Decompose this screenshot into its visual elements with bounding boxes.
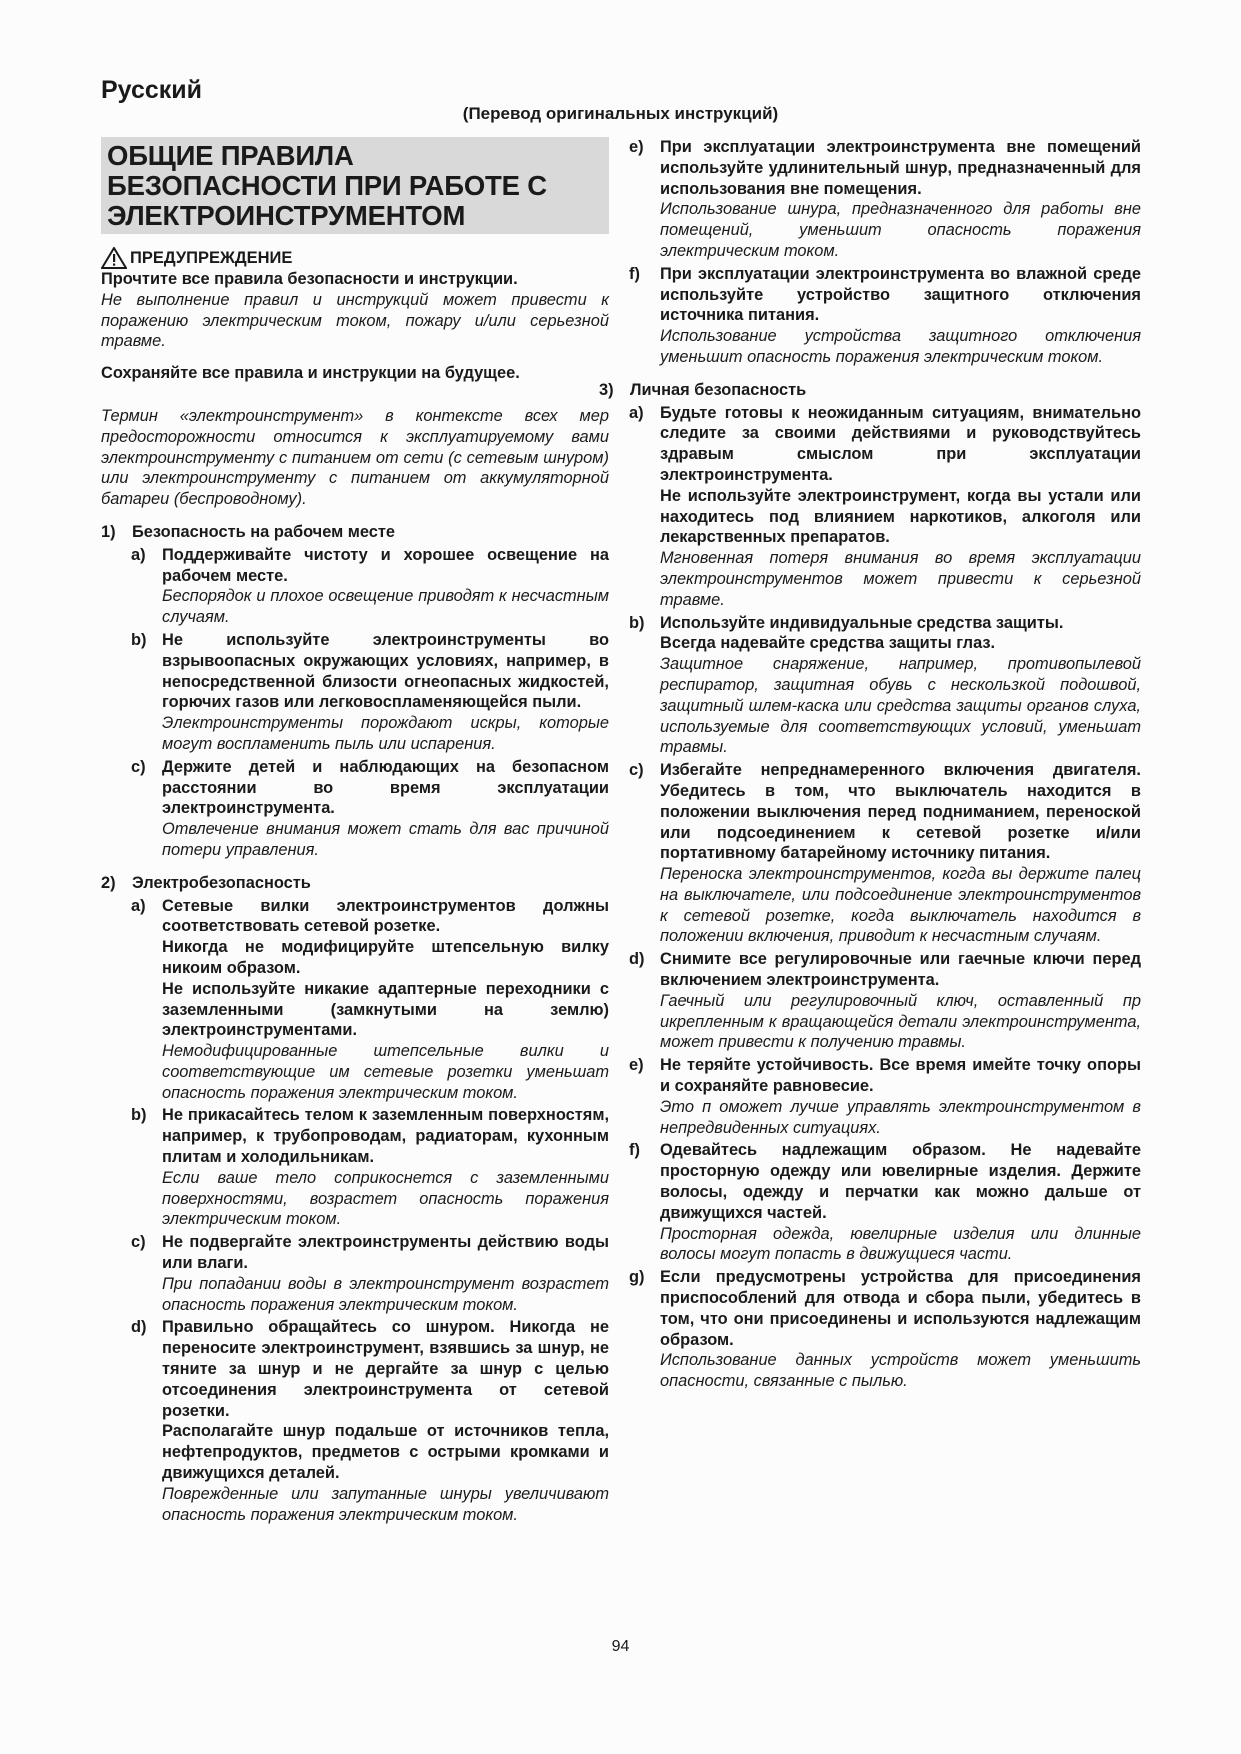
rule-bold: Будьте готовы к неожиданным ситуациям, внимательно следите за своими действиями и руководствуйтесь здравым смыслом при эксплуатации электроинструмента. bbox=[660, 403, 1141, 484]
rule-item bbox=[629, 613, 1141, 759]
warning-italic: Не выполнение правил и инструкций может привести к поражению электрическим током, пожару и/или серьезной травме. bbox=[101, 290, 609, 351]
rule-letter: a) bbox=[629, 403, 644, 422]
rule-item bbox=[131, 630, 609, 755]
rule-italic: Использование шнура, предназначенного для работы вне помещений, уменьшит опасность поражения электрическим током. bbox=[660, 200, 1141, 260]
section-3-header bbox=[599, 380, 1141, 401]
rule-italic: Беспорядок и плохое освещение приводят к несчастным случаям. bbox=[162, 587, 609, 627]
rule-bold: Не используйте электроинструмент, когда вы устали или находитесь под влиянием наркотиков, алкоголя или лекарственных препаратов. bbox=[660, 486, 1141, 547]
rule-letter: c) bbox=[131, 1233, 146, 1252]
rule-letter: f) bbox=[629, 264, 640, 283]
section-title: Безопасность на рабочем месте bbox=[132, 522, 396, 541]
rule-letter: b) bbox=[131, 630, 147, 649]
rule-bold: Не подвергайте электроинструменты действию воды или влаги. bbox=[162, 1233, 609, 1273]
left-column bbox=[101, 137, 609, 1525]
rule-bold: При эксплуатации электроинструмента во влажной среде используйте устройство защитного отключения источника питания. bbox=[660, 264, 1141, 325]
rule-italic: Переноска электроинструментов, когда вы держите палец на выключателе, или подсоединение электроинструментов к сетевой розетке, когда выключатель находится в положении включения, приводит к несчастным случаям. bbox=[660, 865, 1141, 946]
heading-line: БЕЗОПАСНОСТИ ПРИ РАБОТЕ С bbox=[107, 170, 547, 201]
rule-item bbox=[629, 137, 1141, 262]
section-number: 3) bbox=[599, 380, 614, 399]
rule-bold: Никогда не модифицируйте штепсельную вилку никоим образом. bbox=[162, 938, 609, 977]
rule-letter: b) bbox=[629, 613, 645, 632]
rule-item bbox=[629, 1055, 1141, 1138]
rule-italic: При попадании воды в электроинструмент возрастет опасность поражения электрическим током. bbox=[162, 1274, 609, 1314]
rule-letter: e) bbox=[629, 138, 644, 156]
rule-letter: g) bbox=[629, 1268, 645, 1287]
rule-bold: Снимите все регулировочные или гаечные ключи перед включением электроинструмента. bbox=[660, 950, 1141, 990]
rule-letter: a) bbox=[131, 545, 146, 564]
rule-item bbox=[629, 949, 1141, 1053]
rule-bold: Всегда надевайте средства защиты глаз. bbox=[660, 634, 996, 653]
warning-bold: Прочтите все правила безопасности и инструкции. bbox=[101, 270, 518, 288]
section-number: 1) bbox=[101, 522, 116, 541]
rule-item bbox=[131, 545, 609, 628]
term-note: Термин «электроинструмент» в контексте всех мер предосторожности относится к эксплуатируемому вами электроинструменту с питанием от сети (с сетевым шнуром) или электроинструменту с питанием от аккумуляторной батареи (беспроводному). bbox=[101, 406, 609, 509]
rule-letter: e) bbox=[629, 1056, 644, 1075]
rule-bold: Используйте индивидуальные средства защиты. bbox=[660, 613, 1064, 632]
rule-bold: Избегайте непреднамеренного включения двигателя. Убедитесь в том, что выключатель находится в положении выключения перед подниманием, переноской или подсоединением к сетевой розетке и/или портативному батарейному источнику питания. bbox=[660, 761, 1141, 863]
language-label: Русский bbox=[101, 76, 203, 104]
rule-bold: Не прикасайтесь телом к заземленным поверхностям, например, к трубопроводам, радиаторам, кухонным плитам и холодильникам. bbox=[162, 1106, 609, 1167]
rule-italic: Немодифицированные штепсельные вилки и соответствующие им сетевые розетки уменьшат опасность поражения электрическим током. bbox=[162, 1042, 609, 1102]
warning-triangle-icon bbox=[101, 247, 127, 269]
rule-italic: Защитное снаряжение, например, противопылевой респиратор, защитная обувь с нескользкой подошвой, защитный шлем-каска или средства защиты органов слуха, используемые для соответствующих условий, уменьшат травмы. bbox=[660, 655, 1141, 757]
rule-item bbox=[629, 264, 1141, 368]
rule-bold: Не используйте никакие адаптерные переходники с заземленными (замкнутыми на землю) электроинструментами. bbox=[162, 979, 609, 1040]
rule-italic: Использование устройства защитного отключения уменьшит опасность поражения электрическим током. bbox=[660, 327, 1141, 366]
rule-bold: При эксплуатации электроинструмента вне помещений используйте удлинительный шнур, предназначенный для использования вне помещения. bbox=[660, 138, 1141, 198]
rule-item bbox=[131, 1232, 609, 1315]
rule-letter: d) bbox=[629, 950, 645, 969]
warning-title bbox=[101, 247, 609, 269]
rule-item bbox=[629, 1140, 1141, 1265]
rule-bold: Поддерживайте чистоту и хорошее освещение на рабочем месте. bbox=[162, 545, 609, 585]
rule-bold: Одевайтесь надлежащим образом. Не надевайте просторную одежду или ювелирные изделия. Держите волосы, одежду и перчатки как можно дальше от движущихся частей. bbox=[660, 1141, 1141, 1222]
section-heading bbox=[101, 137, 609, 234]
rule-italic: Если ваше тело соприкоснется с заземленными поверхностями, возрастет опасность поражения электрическим током. bbox=[162, 1168, 609, 1229]
rule-letter: a) bbox=[131, 896, 146, 915]
save-note: Сохраняйте все правила и инструкции на будущее. bbox=[101, 364, 520, 383]
section-2-header bbox=[101, 873, 609, 894]
warning-label: ПРЕДУПРЕЖДЕНИЕ bbox=[130, 249, 293, 268]
rule-bold: Не используйте электроинструменты во взрывоопасных окружающих условиях, например, в непосредственной близости огнеопасных жидкостей, горючих газов или легковоспламеняющейся пыли. bbox=[162, 630, 609, 712]
heading-line: ОБЩИЕ ПРАВИЛА bbox=[107, 140, 354, 171]
rule-item bbox=[629, 403, 1141, 611]
rule-item bbox=[131, 896, 609, 1104]
section-title: Электробезопасность bbox=[132, 873, 311, 892]
rule-italic: Это п оможет лучше управлять электроинструментом в непредвиденных ситуациях. bbox=[660, 1097, 1141, 1137]
rule-letter: f) bbox=[629, 1141, 640, 1160]
section-1-header bbox=[101, 522, 609, 543]
rule-italic: Гаечный или регулировочный ключ, оставленный пр икрепленным к вращающейся детали электроинструмента, может привести к получению травмы. bbox=[660, 991, 1141, 1052]
rule-italic: Просторная одежда, ювелирные изделия или длинные волосы могут попасть в движущиеся части. bbox=[660, 1224, 1141, 1264]
section-title: Личная безопасность bbox=[630, 380, 807, 399]
rule-item bbox=[131, 1105, 609, 1230]
rule-bold: Располагайте шнур подальше от источников тепла, нефтепродуктов, предметов с острыми кромками и движущихся деталей. bbox=[162, 1422, 609, 1483]
rule-item bbox=[131, 757, 609, 861]
rule-bold: Правильно обращайтесь со шнуром. Никогда не переносите электроинструмент, взявшись за шнур, не тяните за шнур и не дергайте за шнур с целью отсоединения электроинструмента от сетевой розетки. bbox=[162, 1318, 609, 1420]
rule-letter: b) bbox=[131, 1106, 147, 1125]
right-column bbox=[599, 137, 1141, 1392]
heading-line: ЭЛЕКТРОИНСТРУМЕНТОМ bbox=[107, 200, 466, 231]
rule-item bbox=[629, 760, 1141, 947]
rule-item bbox=[131, 1317, 609, 1525]
rule-italic: Электроинструменты порождают искры, которые могут воспламенить пыль или испарения. bbox=[162, 714, 609, 753]
rule-italic: Отвлечение внимания может стать для вас причиной потери управления. bbox=[162, 820, 609, 859]
translation-subtitle: (Перевод оригинальных инструкций) bbox=[462, 104, 779, 123]
section-number: 2) bbox=[101, 873, 116, 892]
rule-bold: Не теряйте устойчивость. Все время имейте точку опоры и сохраняйте равновесие. bbox=[660, 1056, 1141, 1096]
page-number: 94 bbox=[611, 1638, 630, 1655]
rule-bold: Если предусмотрены устройства для присоединения приспособлений для отвода и сбора пыли, убедитесь в том, что они присоединены и используются надлежащим образом. bbox=[660, 1268, 1141, 1349]
rule-italic: Использование данных устройств может уменьшить опасности, связанные с пылью. bbox=[660, 1351, 1141, 1391]
rule-letter: c) bbox=[131, 757, 146, 776]
rule-letter: c) bbox=[629, 761, 644, 780]
rule-bold: Сетевые вилки электроинструментов должны соответствовать сетевой розетке. bbox=[162, 896, 609, 936]
rule-bold: Держите детей и наблюдающих на безопасном расстоянии во время эксплуатации электроинструмента. bbox=[162, 757, 609, 818]
rule-italic: Мгновенная потеря внимания во время эксплуатации электроинструментов может привести к серьезной травме. bbox=[660, 549, 1141, 609]
rule-italic: Поврежденные или запутанные шнуры увеличивают опасность поражения электрическим током. bbox=[162, 1484, 609, 1524]
rule-item bbox=[629, 1267, 1141, 1392]
rule-letter: d) bbox=[131, 1318, 147, 1337]
